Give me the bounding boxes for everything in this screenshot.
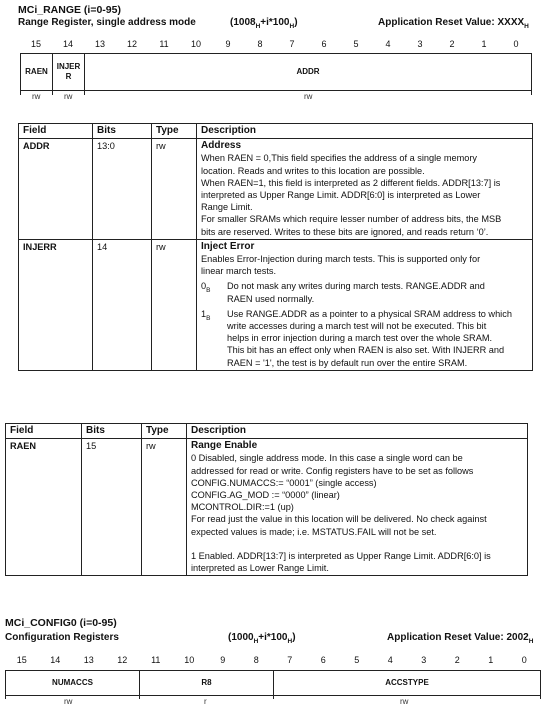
bit-number: 7 — [289, 39, 295, 49]
bit-number: 0 — [513, 39, 519, 49]
header-description: Description — [187, 424, 528, 439]
field-cell-raen: RAEN — [21, 54, 53, 90]
register-address: $(1000_H+i*100_H)$ — [228, 632, 296, 645]
header-description: Description — [197, 124, 533, 139]
field-bits: 13:0 — [93, 139, 152, 240]
bit-number: 9 — [220, 655, 226, 665]
register-title: MCi_CONFIG0 (i=0-95) — [5, 617, 117, 629]
bit-number: 11 — [151, 655, 161, 665]
field-description: Inject Error Enables Error-Injection during march tests. This is supported only for linear march tests. $0_B$ Do not mask any writes during march tests. RANGE.ADDR and RAEN used normally. $1_B$ Use RANGE.ADDR as a pointer to a physical SRAM address to which write accesses during a march test will not be executed. This bit helps in error injection during a march test over the whole SRAM. This bit has an effect only when RAEN is also set. With INJERR and RAEN = '1', the test is by default run over the entire SRAM. — [197, 239, 533, 370]
bit-number: 2 — [454, 655, 460, 665]
register-bitfield-box — [20, 53, 532, 91]
header-type: Type — [142, 424, 187, 439]
field-table-1 — [18, 123, 533, 371]
header-bits: Bits — [93, 124, 152, 139]
bit-number: 6 — [321, 39, 327, 49]
access-addr: rw — [304, 92, 313, 101]
bit-number: 9 — [225, 39, 231, 49]
bit-number: 13 — [83, 655, 94, 665]
bit-number: 15 — [16, 655, 27, 665]
bit-number: 0 — [521, 655, 527, 665]
field-bits: 14 — [93, 239, 152, 370]
bit-number: 7 — [287, 655, 293, 665]
access-raen: rw — [32, 92, 41, 101]
bit-number: 12 — [117, 655, 128, 665]
access-accstype: rw — [400, 697, 409, 706]
header-bits: Bits — [82, 424, 142, 439]
header-field: Field — [6, 424, 82, 439]
field-cell-injerr: INJER R — [53, 54, 85, 90]
field-table-2 — [5, 423, 528, 576]
field-bits: 15 — [82, 439, 142, 576]
bit-number: 11 — [159, 39, 169, 49]
bit-numbers — [5, 655, 541, 665]
field-type: rw — [152, 139, 197, 240]
field-type: rw — [152, 239, 197, 370]
bit-number: 1 — [481, 39, 487, 49]
bit-number: 8 — [253, 655, 259, 665]
field-cell-accstype: ACCSTYPE — [385, 678, 429, 687]
register-description: Configuration Registers — [5, 632, 119, 643]
bit-number: 14 — [62, 39, 73, 49]
access-numaccs: rw — [64, 697, 73, 706]
register-bitfield-box — [5, 670, 541, 696]
bit-number: 4 — [387, 655, 393, 665]
bit-number: 10 — [190, 39, 201, 49]
register-title: MCi_RANGE (i=0-95) — [18, 4, 121, 16]
field-name: ADDR — [19, 139, 93, 240]
bit-number: 15 — [30, 39, 41, 49]
table-header-row — [19, 124, 533, 139]
bit-ticks — [20, 91, 532, 95]
field-description: Address When RAEN = 0,This field specifies the address of a single memory location. Reads and writes to this location are possible. When RAEN=1, this field is interpreted as 2 different fields. ADDR[13:7] is interpreted as Upper Range Limit. ADDR[6:0] is interpreted as Lower Range Limit. For smaller SRAMs which require lesser number of address bits, the MSB bits are reserved. Writes to these bits are ignored, and reads return ‘0’. — [197, 139, 533, 240]
bit-number: 13 — [94, 39, 105, 49]
header-type: Type — [152, 124, 197, 139]
bit-number: 6 — [320, 655, 326, 665]
bit-number: 12 — [126, 39, 137, 49]
table-row — [6, 439, 528, 576]
bit-number: 4 — [385, 39, 391, 49]
bit-number: 14 — [50, 655, 61, 665]
register-address: $(1008_H+i*100_H)$ — [230, 17, 298, 30]
table-row — [19, 239, 533, 370]
register-description: Range Register, single address mode — [18, 17, 196, 28]
field-name: INJERR — [19, 239, 93, 370]
field-type: rw — [142, 439, 187, 576]
bit-number: 2 — [449, 39, 455, 49]
table-row — [19, 139, 533, 240]
header-field: Field — [19, 124, 93, 139]
table-header-row — [6, 424, 528, 439]
bit-ticks — [5, 696, 541, 700]
field-cell-addr: ADDR — [296, 67, 320, 76]
bit-number: 5 — [353, 39, 359, 49]
bit-numbers — [20, 39, 532, 49]
bit-number: 1 — [488, 655, 494, 665]
access-r8: r — [204, 697, 207, 706]
bit-number: 5 — [354, 655, 360, 665]
access-injerr: rw — [64, 92, 73, 101]
field-cell-numaccs: NUMACCS — [6, 671, 140, 695]
bit-number: 10 — [184, 655, 195, 665]
field-cell-r8: R8 — [140, 671, 274, 695]
bit-number: 3 — [417, 39, 423, 49]
reset-value: Application Reset Value: $XXXX_H$ — [378, 17, 529, 30]
field-description: Range Enable 0 Disabled, single address mode. In this case a single word can be addressed for read or write. Config registers have to be set as follows CONFIG.NUMACCS:= “0001” (single access) CONFIG.AG_MOD := “0000” (linear) MCONTROL.DIR:=1 (up) For read just the value in this location will be delivered. No check against expected values is made; i.e. MSTATUS.FAIL will not be set. 1 Enabled. ADDR[13:7] is interpreted as Upper Range Limit. ADDR[6:0] is interpreted as Lower Range Limit. — [187, 439, 528, 576]
bit-number: 3 — [421, 655, 427, 665]
bit-number: 8 — [257, 39, 263, 49]
reset-value: Application Reset Value: $2002_H$ — [387, 632, 534, 645]
field-name: RAEN — [6, 439, 82, 576]
